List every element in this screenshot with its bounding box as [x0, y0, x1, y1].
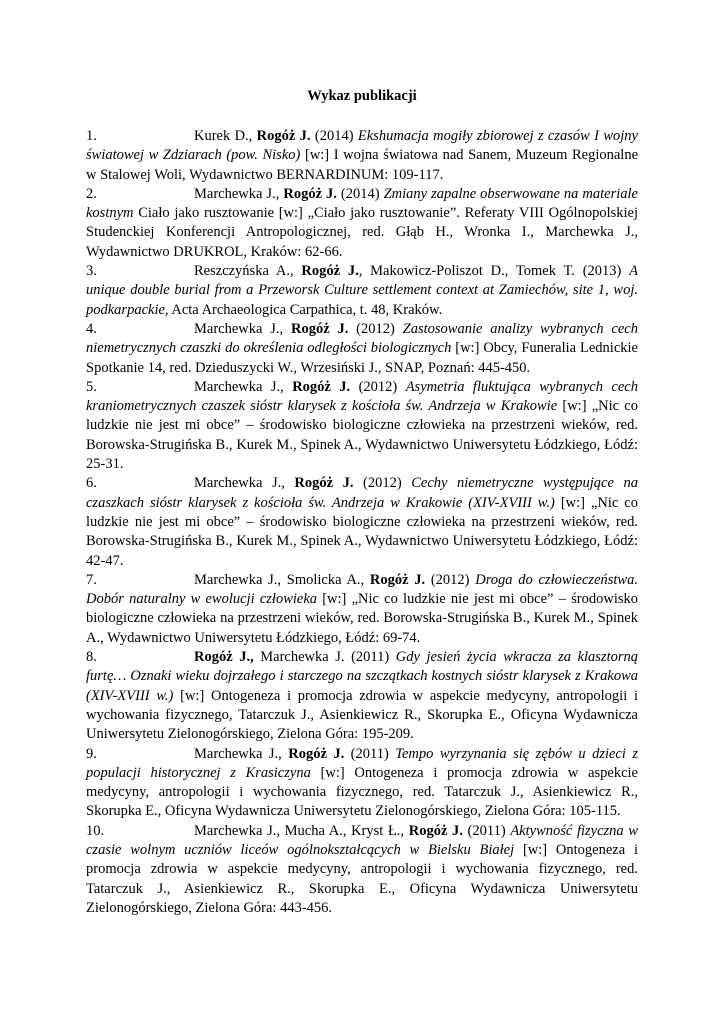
citation-text: (2011) [344, 745, 396, 762]
publication-entry [86, 745, 638, 822]
citation-text: Marchewka J., [194, 320, 291, 337]
entry-number: 5. [86, 378, 97, 395]
publication-title: Aktywność fizyczna w czasie wolnym uczniów liceów ogólnokształcących w Bielsku Białej [86, 822, 638, 858]
citation-text: Marchewka J., Smolicka A., [194, 571, 370, 588]
citation-text: [w:] Ontogeneza i promocja zdrowia w aspekcie medycyny, antropologii i wychowania fizycznego, red. Tatarczuk J., Asienkiewicz R., Skorupka E., Oficyna Wydawnicza Uniwersytetu Zielonogórskiego, Zielona Góra: 105-115. [86, 764, 638, 820]
publication-title: Cechy niemetryczne występujące na czaszkach sióstr klarysek z kościoła św. Andrzeja w Krakowie (XIV-XVIII w.) [86, 475, 638, 511]
publication-list [86, 127, 638, 918]
publication-title: A unique double burial from a Przeworsk Culture settlement context at Zamiechów, site 1, woj. podkarpackie, [86, 263, 638, 318]
publication-entry [86, 571, 638, 648]
citation-text: [w:] „Nic co ludzkie nie jest mi obce” – środowisko biologiczne człowieka na przestrzeni wieków, red. Borowska-Strugińska B., Kurek M., Spinek A., Wydawnictwo Uniwersytetu Łódzkiego, Łódź: 42-47. [86, 494, 638, 569]
entry-number: 4. [86, 320, 97, 337]
citation-text: [w:] „Nic co ludzkie nie jest mi obce” – środowisko biologiczne człowieka na przestrzeni wieków, red. Borowska-Strugińska B., Kurek M., Spinek A., Wydawnictwo Uniwersytetu Łódzkiego, Łódź: 25-31. [86, 398, 638, 473]
author-highlight: Rogóż J., [194, 649, 254, 666]
citation-text: (2012) [425, 571, 476, 588]
citation-text: Ciało jako rusztowanie [w:] „Ciało jako rusztowanie”. Referaty VIII Ogólnopolskiej Studenckiej Konferencji Antropologicznej, red. Głąb H., Wronka I., Marchewka J., Wydawnictwo DRUKROL, Kraków: 62-66. [86, 205, 638, 260]
entry-number: 7. [86, 571, 97, 588]
publication-entry [86, 262, 638, 320]
citation-text: (2014) [336, 185, 384, 202]
author-highlight: Rogóż J. [301, 263, 359, 280]
author-highlight: Rogóż J. [292, 378, 351, 395]
citation-text: (2012) [348, 320, 403, 337]
author-highlight: Rogóż J. [290, 320, 349, 337]
publication-title: Zmiany zapalne obserwowane na materiale kostnym [86, 185, 638, 222]
author-highlight: Rogóż J. [408, 822, 463, 839]
citation-text: [w:] I wojna światowa nad Sanem, Muzeum Regionalne w Stalowej Woli, Wydawnictwo BERNARDINUM: 109-117. [86, 147, 638, 183]
author-highlight: Rogóż J. [288, 745, 345, 762]
entry-number: 10. [86, 822, 105, 839]
citation-text: Marchewka J., [194, 745, 289, 762]
publication-title: Asymetria fluktująca wybranych cech kraniometrycznych czaszek sióstr klarysek z kościoła św. Andrzeja w Krakowie [86, 378, 638, 415]
entry-number: 3. [86, 263, 97, 280]
publication-entry [86, 185, 638, 262]
author-highlight: Rogóż J. [369, 571, 426, 588]
publication-entry [86, 127, 638, 185]
citation-text: [w:] Ontogeneza i promocja zdrowia w aspekcie medycyny, antropologii i wychowania fizycznego, red. Tatarczuk J., Asienkiewicz R., Skorupka E., Oficyna Wydawnicza Uniwersytetu Zielonogórskiego, Zielona Góra: 443-456. [86, 841, 639, 916]
citation-text: (2014) [310, 128, 358, 144]
author-highlight: Rogóż J. [294, 475, 354, 492]
citation-text: [w:] Ontogeneza i promocja zdrowia w aspekcie medycyny, antropologii i wychowania fizycznego, Tatarczuk J., Asienkiewicz R., Skorupka E., Oficyna Wydawnicza Uniwersytetu Zielonogórskiego, Zielona Góra: 195-209. [86, 687, 638, 743]
publication-title: Gdy jesień życia wkracza za klasztorną furtę… Oznaki wieku dojrzałego i starczego na szczątkach kostnych sióstr klarysek z Krakowa (XIV-XVIII w.) [86, 649, 638, 704]
author-highlight: Rogóż J. [283, 185, 337, 202]
publication-title: Tempo wyrzynania się zębów u dzieci z populacji historycznej z Krasiczyna [86, 745, 638, 781]
citation-text: Marchewka J., Mucha A., Kryst Ł., [194, 822, 409, 839]
citation-text: Marchewka J., [194, 378, 293, 395]
citation-text: Acta Archaeologica Carpathica, t. 48, Kraków. [168, 301, 443, 318]
entry-number: 9. [86, 745, 97, 762]
entry-number: 8. [86, 649, 97, 666]
citation-text: Reszczyńska A., [194, 263, 302, 280]
citation-text: Marchewka J., [194, 185, 284, 202]
publication-entry [86, 378, 638, 474]
citation-text: Marchewka J., [194, 475, 295, 492]
publication-entry [86, 822, 638, 918]
publication-title: Ekshumacja mogiły zbiorowej z czasów I wojny światowej w Zdziarach (pow. Nisko) [86, 128, 638, 164]
publication-entry [86, 648, 638, 744]
entry-number: 6. [86, 475, 97, 492]
citation-text: (2012) [353, 475, 412, 492]
citation-text: , Makowicz-Poliszot D., Tomek T. (2013) [358, 263, 630, 280]
citation-text: Kurek D., [194, 128, 257, 144]
citation-text: [w:] „Nic co ludzkie nie jest mi obce” – środowisko biologiczne człowieka na przestrzeni wieków, red. Borowska-Strugińska B., Kurek M., Spinek A., Wydawnictwo Uniwersytetu Łódzkiego, Łódź: 69-74. [86, 591, 638, 646]
author-highlight: Rogóż J. [256, 128, 311, 144]
publication-title: Zastosowanie analizy wybranych cech niemetrycznych czaszki do określenia odległości biologicznych [86, 320, 638, 357]
publication-entry [86, 474, 638, 570]
publication-title: Droga do człowieczeństwa. Dobór naturalny w ewolucji człowieka [86, 571, 638, 608]
citation-text: [w:] Obcy, Funeralia Lednickie Spotkanie 14, red. Dzieduszycki W., Wrzesiński J., SNAP, Poznań: 445-450. [86, 340, 638, 376]
citation-text: Marchewka J. (2011) [253, 649, 396, 666]
entry-number: 1. [86, 128, 97, 144]
entry-number: 2. [86, 185, 97, 202]
publication-entry [86, 320, 638, 378]
page-title: Wykaz publikacji [307, 88, 417, 104]
citation-text: (2012) [350, 378, 406, 395]
citation-text: (2011) [462, 822, 511, 839]
